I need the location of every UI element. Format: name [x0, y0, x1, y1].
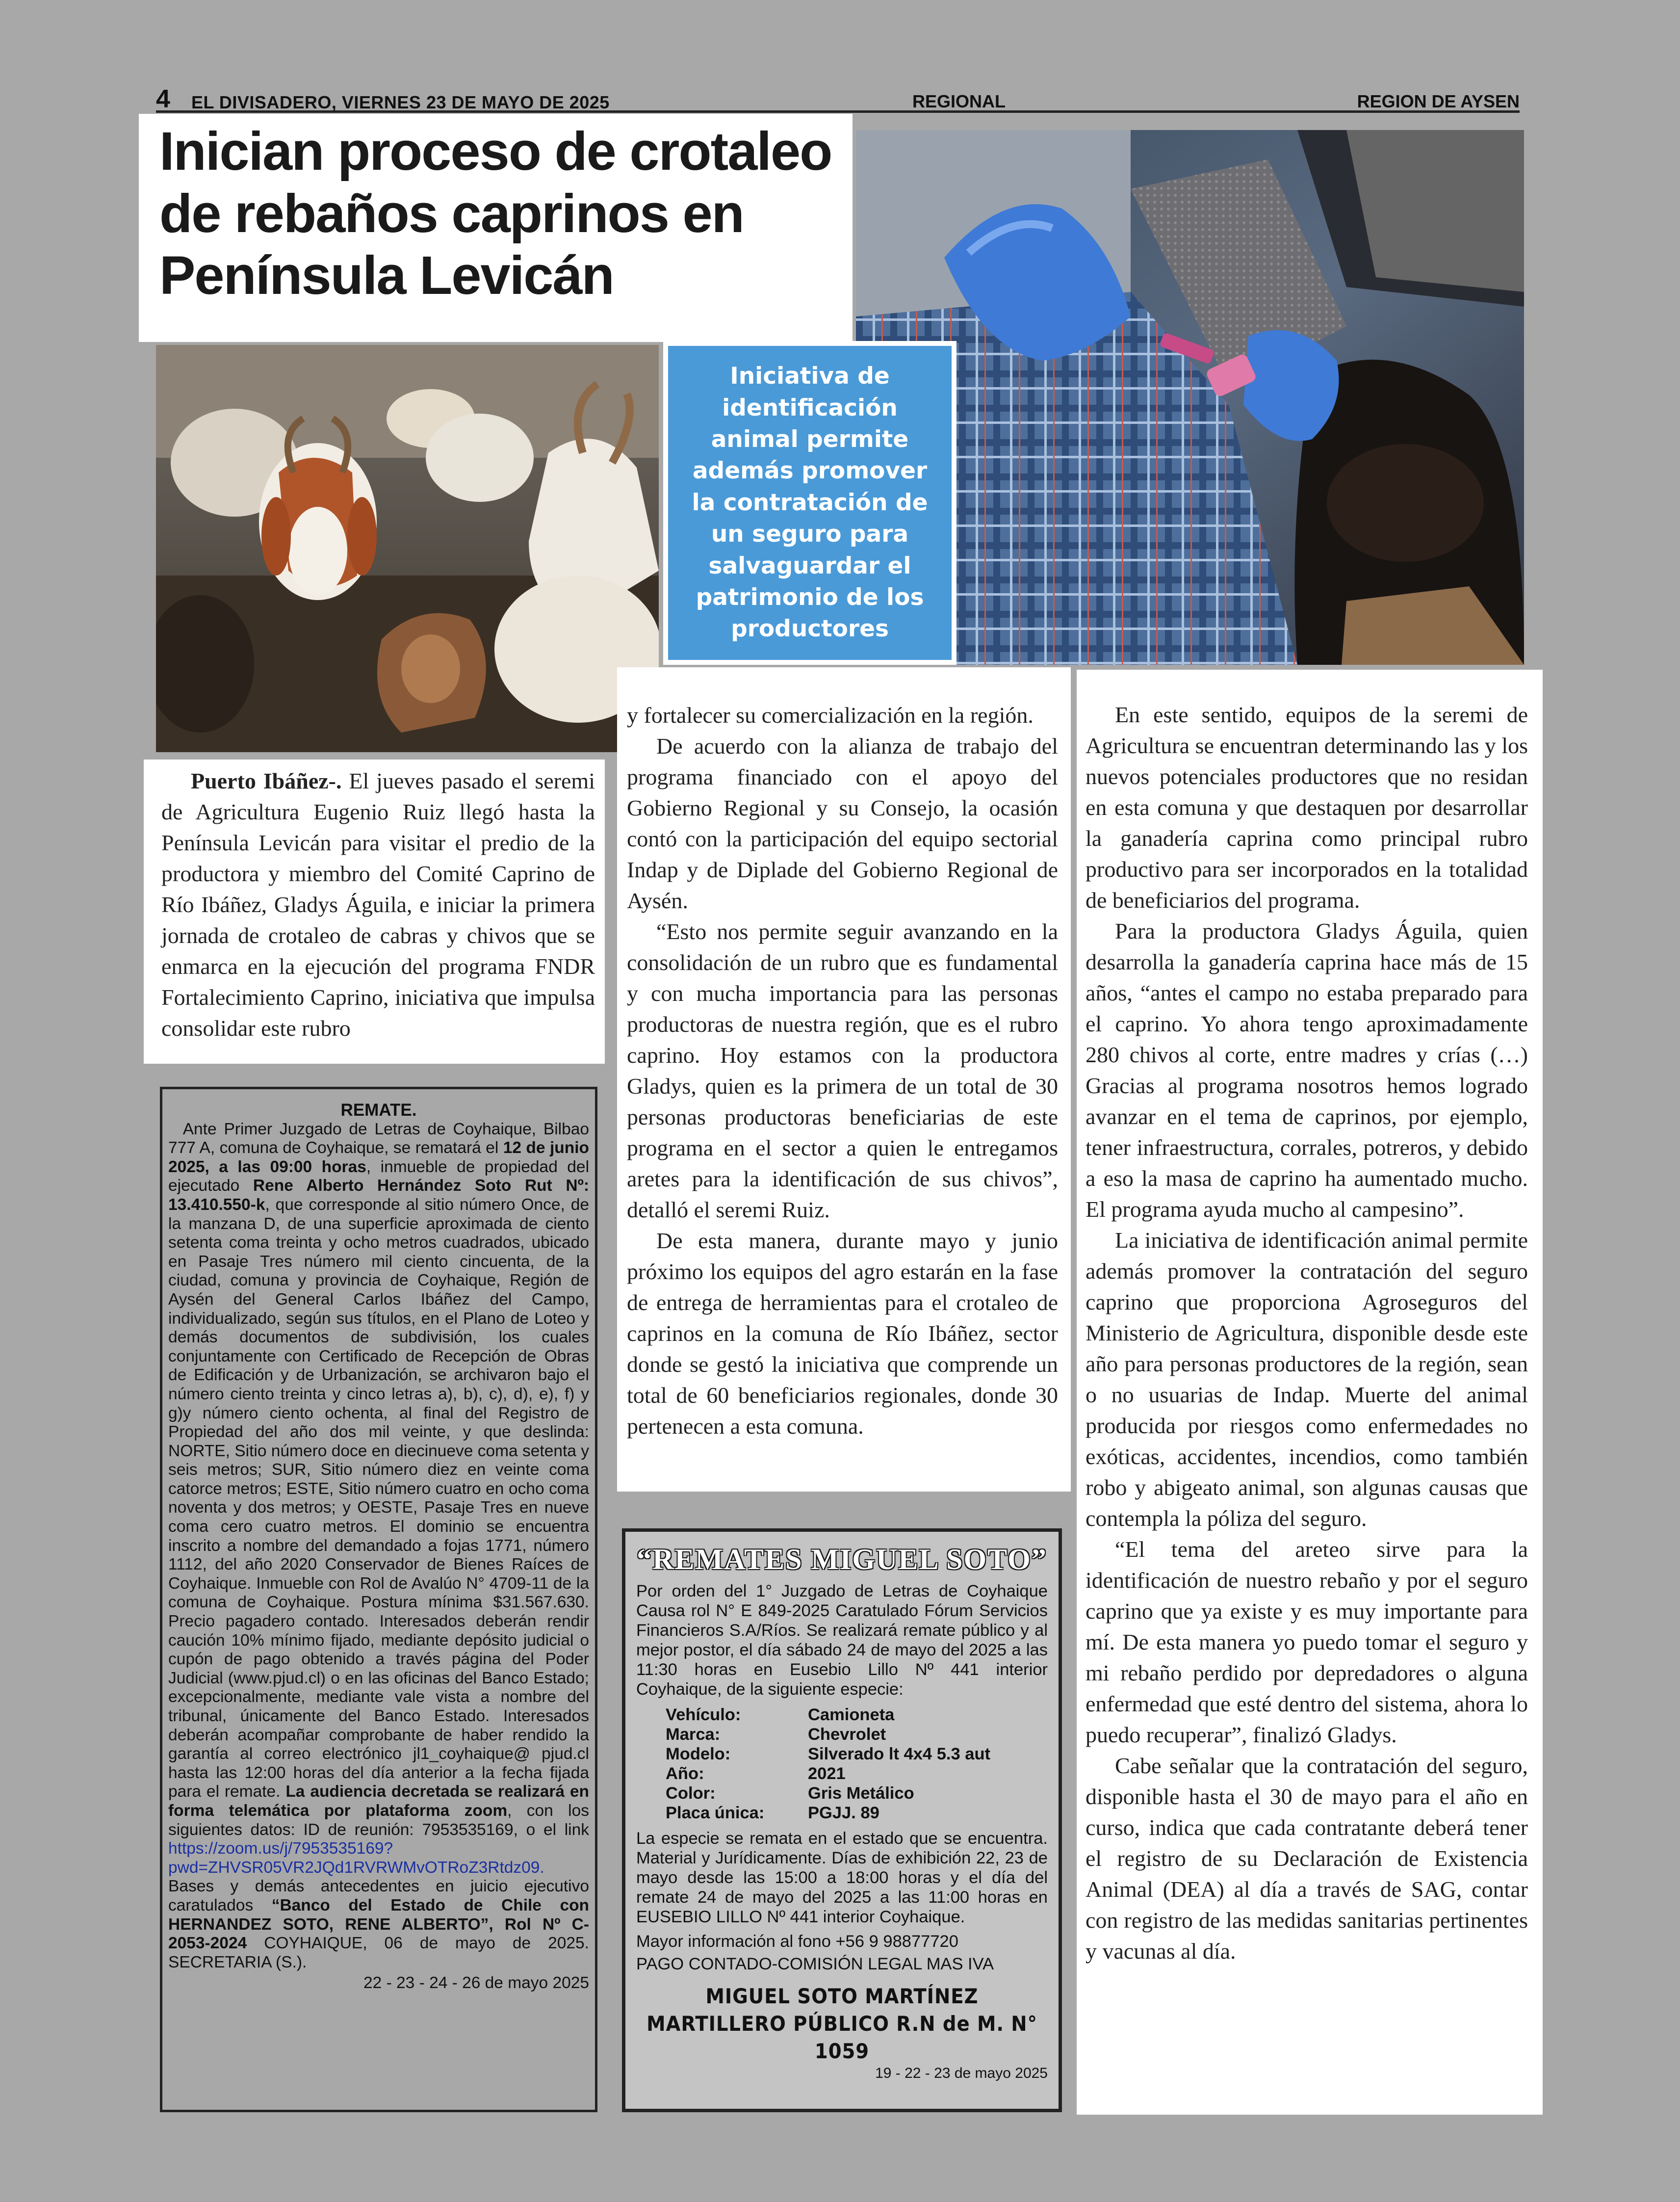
- spec-row: Modelo: Silverado lt 4x4 5.3 aut: [666, 1745, 991, 1763]
- spec-row: Vehículo: Camioneta: [666, 1705, 895, 1724]
- legal-notice-remate: [160, 1087, 597, 2112]
- paragraph: En este sentido, equipos de la seremi de Agricultura se encuentran determinando las y los nuevos potenciales productores que no residan en esta comuna y que destaquen por desarrollar la ganadería caprina como principal rubro productivo para ser incorporados en la totalidad de beneficiarios del programa.: [1086, 702, 1528, 913]
- spec-row: Placa única: PGJJ. 89: [666, 1804, 879, 1822]
- paragraph: De acuerdo con la alianza de trabajo del programa financiado con el apoyo del Gobierno Regional y su Consejo, la ocasión contó con la participación del equipo sectorial Indap y de Diplade del Gobierno Regional de Aysén.: [627, 734, 1058, 913]
- ad-details: La especie se remata en el estado que se encuentra. Material y Jurídicamente. Días de exhibición 22, 23 de mayo desde las 15:00 a 18:00 horas y el día del remate 24 de mayo del 2025 a las 11:00 horas en EUSEBIO LILLO Nº 441 interior Coyhaique.: [636, 1829, 1048, 1926]
- ad-intro: Por orden del 1° Juzgado de Letras de Coyhaique Causa rol N° E 849-2025 Caratulado Fórum Servicios Financieros S.A/Ríos. Se realizará remate público y al mejor postor, el día sábado 24 de mayo del 2025 a las 11:30 horas en Eusebio Lillo Nº 441 interior Coyhaique, de la siguiente especie:: [636, 1582, 1048, 1699]
- spec-row: Año: 2021: [666, 1764, 846, 1783]
- dateline: EL DIVISADERO, VIERNES 23 DE MAYO DE 2025: [191, 92, 610, 112]
- paragraph: “Esto nos permite seguir avanzando en la consolidación de un rubro que es fundamental y con mucha importancia para las personas productoras de nuestra región, que es el rubro caprino. Hoy estamos con la productora Gladys, quien es la primera de un total de 30 personas productoras beneficiarias de este programa en el sector a quien le entregamos aretes para la identificación de sus chivos”, detalló el seremi Ruiz.: [627, 919, 1058, 1222]
- headline-box: [139, 114, 853, 342]
- auctioneer-signature: [643, 1983, 1041, 2065]
- vehicle-specs: [666, 1705, 990, 1823]
- goats-photo: [156, 345, 659, 752]
- zoom-link[interactable]: https://zoom.us/j/7953535169?pwd=ZHVSR05VR2JQd1RVRWMvOTRoZ3Rtdz09.: [168, 1839, 544, 1877]
- paragraph: Para la productora Gladys Águila, quien desarrolla la ganadería caprina hace más de 15 años, “antes el campo no estaba preparado para el caprino. Yo ahora tengo aproximadamente 280 chivos al corte, entre madres y crías (…) Gracias al programa nosotros hemos logrado avanzar en el tema de caprinos, por ejemplo, tener infraestructura, corrales, potreros, y debido a eso la masa de caprino ha aumentado mucho. El programa ayuda mucho al campesino”.: [1086, 918, 1528, 1222]
- ad-payment: PAGO CONTADO-COMISIÓN LEGAL MAS IVA: [636, 1955, 994, 1973]
- notice-title: REMATE.: [340, 1101, 417, 1120]
- highlight-box: [663, 341, 956, 665]
- ad-title: “REMATES MIGUEL SOTO”: [637, 1543, 1047, 1575]
- lead-place: Puerto Ibáñez-.: [191, 768, 342, 793]
- highlight-panel: [668, 346, 952, 660]
- region-label: REGION DE AYSEN: [1357, 91, 1520, 111]
- section-label: REGIONAL: [912, 91, 1006, 111]
- spec-row: Color: Gris Metálico: [666, 1784, 914, 1803]
- spec-row: Marca: Chevrolet: [666, 1725, 886, 1744]
- page-header: [156, 87, 1520, 113]
- paragraph: Cabe señalar que la contratación del seguro, disponible hasta el 30 de mayo para el año en curso, indica que cada contratante deberá tener el registro de su Declaración de Existencia Animal (DEA) al día a través de SAG, contar con registro de las medidas sanitarias pertinentes y vacunas al día.: [1086, 1753, 1528, 1964]
- lead-text: El jueves pasado el seremi de Agricultura Eugenio Ruiz llegó hasta la Península Levicán para visitar el predio de la productora y miembro del Comité Caprino de Río Ibáñez, Gladys Águila, e iniciar la primera jornada de crotaleo de cabras y chivos que se enmarca en la ejecución del programa FNDR Fortalecimiento Caprino, iniciativa que impulsa consolidar este rubro: [161, 768, 595, 1041]
- auctioneer-license: MARTILLERO PÚBLICO R.N de M. N° 1059: [646, 2012, 1037, 2063]
- paragraph: De esta manera, durante mayo y junio próximo los equipos del agro estarán en la fase de entrega de herramientas para el crotaleo de caprinos en la comuna de Río Ibáñez, sector donde se gestó la iniciativa que comprende un total de 60 beneficiarios regionales, donde 30 pertenecen a esta comuna.: [627, 1228, 1058, 1439]
- paragraph: “El tema del areteo sirve para la identificación de nuestro rebaño y por el seguro caprino que ya existe y es muy importante para mí. De esta manera yo puedo tomar el seguro y mi rebaño perdido por depredadores o alguna enfermedad que esté dentro del sistema, ahora lo puedo recuperar”, finalizó Gladys.: [1086, 1537, 1528, 1747]
- article-headline: Inician proceso de crotaleo de rebaños caprinos en Península Levicán: [159, 121, 832, 306]
- paragraph: y fortalecer su comercialización en la región.: [627, 703, 1034, 728]
- ad-phone: Mayor información al fono +56 9 98877720: [636, 1932, 958, 1951]
- highlight-text: Iniciativa de identificación animal permite además promover la contratación de un seguro para salvaguardar el patrimonio de los productores: [692, 363, 928, 643]
- notice-body: Ante Primer Juzgado de Letras de Coyhaique, Bilbao 777 A, comuna de Coyhaique, se rematará el 12 de junio 2025, a las 09:00 horas, inmueble de propiedad del ejecutado Rene Alberto Hernández Soto Rut Nº: 13.410.550-k, que corresponde al sitio número Once, de la manzana D, de una superficie aproximada de ciento setenta coma treinta y ocho metros cuadrados, ubicado en Pasaje Tres número mil ciento cincuenta, de la ciudad, comuna y provincia de Coyhaique, Región de Aysén del General Carlos Ibáñez del Campo, individualizado, según sus títulos, en el Plano de Loteo y demás documentos de subdivisión, los cuales conjuntamente con Certificado de Recepción de Obras de Edificación y de Urbanización, se archivaron bajo el número ciento treinta y cinco letras a), b), c), d), e), f) y g)y número ciento ochenta, al final del Registro de Propiedad del año dos mil veinte, y que deslinda: NORTE, Sitio número doce en diecinueve coma setenta y seis metros; SUR, Sitio número diez en veinte coma catorce metros; ESTE, Sitio número cuatro en ocho coma noventa y dos metros; y OESTE, Pasaje Tres en nueve coma cero cuatro metros. El dominio se encuentra inscrito a nombre del demandado a fojas 1771, número 1112, del año 2020 Conservador de Bienes Raíces de Coyhaique. Inmueble con Rol de Avalúo N° 4709-11 de la comuna de Coyhaique. Postura mínima $31.567.630. Precio pagadero contado. Interesados deberán rendir caución 10% mínimo fijado, mediante depósito judicial o cupón de pago obtenido a través página del Poder Judicial (www.pjud.cl) o en las oficinas del Banco Estado; excepcionalmente, mediante vale vista a nombre del tribunal, únicamente del Banco Estado. Interesados deberán acompañar comprobante de haber rendido la garantía al correo electrónico jl1_coyhaique@ pjud.cl hasta las 12:00 horas del día anterior a la fecha fijada para el remate. La audiencia decretada se realizará en forma telemática por plataforma zoom, con los siguientes datos: ID de reunión: 7953535169, o el link https://zoom.us/j/7953535169?pwd=ZHVSR05VR2JQd1RVRWMvOTRoZ3Rtdz09. Bases y demás antecedentes en juicio ejecutivo caratulados “Banco del Estado de Chile con HERNANDEZ SOTO, RENE ALBERTO”, Rol Nº C-2053-2024 COYHAIQUE, 06 de mayo de 2025. SECRETARIA (S.).: [168, 1120, 590, 1971]
- article-column-3: [1077, 670, 1543, 2115]
- auction-ad: [622, 1528, 1062, 2112]
- paragraph: La iniciativa de identificación animal permite además promover la contratación del seguro caprino que proporciona Agroseguros del Ministerio de Agricultura, disponible desde este año para personas productores de la región, sean o no usuarias de Indap. Muerte del animal producida por riesgos como enfermedades no exóticas, accidentes, incendios, como también robo y abigeato animal, son algunas causas que contempla la póliza del seguro.: [1086, 1228, 1528, 1531]
- notice-dates: 22 - 23 - 24 - 26 de mayo 2025: [363, 1974, 589, 1992]
- auctioneer-name: MIGUEL SOTO MARTÍNEZ: [705, 1984, 979, 2008]
- page-number: 4: [156, 85, 170, 113]
- ad-dates: 19 - 22 - 23 de mayo 2025: [875, 2065, 1048, 2081]
- article-column-1: [144, 760, 605, 1064]
- article-column-2: [617, 667, 1071, 1492]
